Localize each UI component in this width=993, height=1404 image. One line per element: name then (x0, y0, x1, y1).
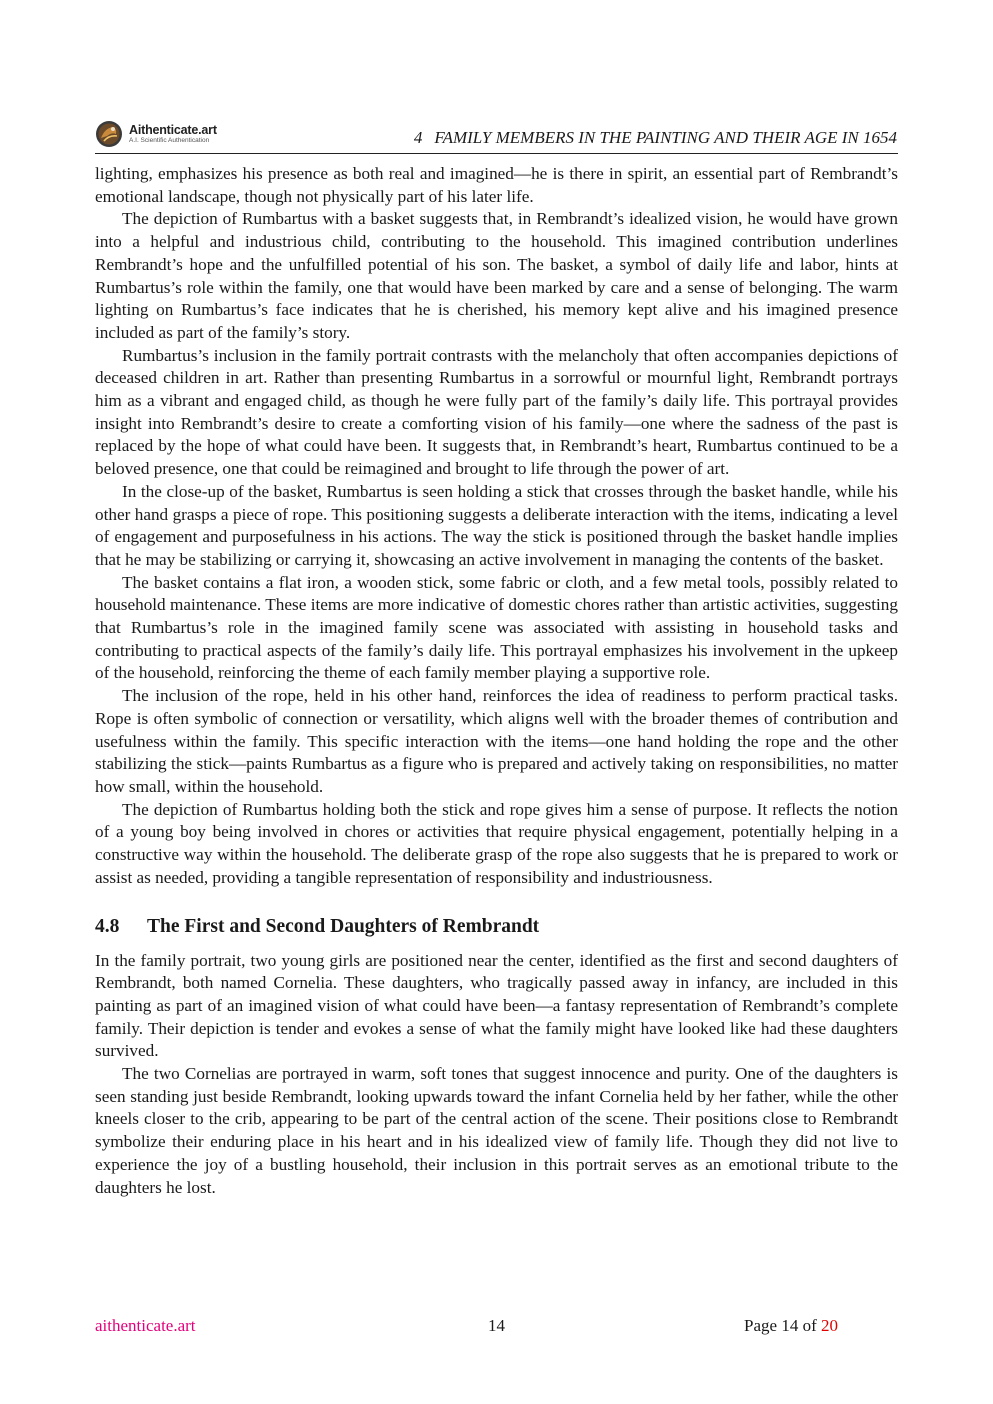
page-total-link[interactable]: 20 (821, 1316, 838, 1335)
chapter-title: FAMILY MEMBERS IN THE PAINTING AND THEIR AGE IN 1654 (434, 128, 897, 147)
running-header (414, 128, 897, 148)
paragraph: The basket contains a flat iron, a wooden stick, some fabric or cloth, and a few metal tools, possibly related to household maintenance. These items are more indicative of domestic chores rather than artistic activities, suggesting that Rumbartus’s role in the imagined family scene was associated with assisting in household tasks and contributing to practical aspects of the family’s daily life. This portrayal emphasizes his involvement in the upkeep of the household, reinforcing the theme of each family member playing a supportive role. (95, 572, 898, 683)
page-count-label: Page 14 of (744, 1316, 821, 1335)
footer-site-link[interactable]: aithenticate.art (95, 1316, 196, 1335)
section-number: 4.8 (95, 915, 120, 937)
chapter-number: 4 (413, 128, 423, 147)
paragraph: Rumbartus’s inclusion in the family portrait contrasts with the melancholy that often accompanies depictions of deceased children in art. Rather than presenting Rumbartus in a sorrowful or mournful light, Rembrandt portrays him as a vibrant and engaged child, as though he were fully part of the family’s daily life. This portrayal provides insight into Rembrandt’s desire to create a comforting vision of his family—one where the sadness of the past is replaced by the hope of what could have been. It suggests that, in Rembrandt’s heart, Rumbartus continued to be a beloved presence, one that could be reimagined and brought to life through the power of art. (95, 345, 898, 479)
main-text (95, 163, 898, 1199)
paragraph: The inclusion of the rope, held in his other hand, reinforces the idea of readiness to perform practical tasks. Rope is often symbolic of connection or versatility, which aligns well with the broader themes of contribution and usefulness within the family. This specific interaction with the items—one hand holding the rope and the other stabilizing the stick—paints Rumbartus as a figure who is prepared and actively taking on responsibilities, no matter how small, within the household. (95, 686, 898, 796)
logo-emblem-icon (95, 120, 123, 148)
page-footer (95, 1316, 898, 1338)
paragraph: The depiction of Rumbartus holding both the stick and rope gives him a sense of purpose. It reflects the notion of a young boy being involved in chores or activities that require physical engagement, potentially helping in a constructive way within the household. The deliberate grasp of the rope also suggests that he is prepared to work or assist as needed, providing a tangible representation of responsibility and industriousness. (95, 799, 898, 887)
logo (95, 119, 225, 149)
footer-page-count (744, 1316, 838, 1336)
logo-name: Aithenticate.art (129, 122, 217, 137)
logo-tagline: A.I. Scientific Authentication (129, 137, 210, 144)
paragraph: In the family portrait, two young girls are positioned near the center, identified as the first and second daughters of Rembrandt, both named Cornelia. These daughters, who tragically passed away in infancy, are included in this painting as part of an imagined vision of what could have been—a fantasy representation of Rembrandt’s complete family. Their depiction is tender and evokes a sense of what the family might have looked like had these daughters survived. (95, 950, 898, 1061)
footer-page-number: 14 (488, 1316, 505, 1335)
paragraph: The two Cornelias are portrayed in warm, soft tones that suggest innocence and purity. One of the daughters is seen standing just beside Rembrandt, looking upwards toward the infant Cornelia held by her father, while the other kneels closer to the crib, appearing to be part of the central action of the scene. Their positions close to Rembrandt symbolize their enduring place in his heart and in his idealized view of family life. Though they did not live to experience the joy of a bustling household, their inclusion in this portrait serves as an emotional tribute to the daughters he lost. (95, 1064, 898, 1197)
section-title: The First and Second Daughters of Rembrandt (147, 915, 540, 937)
paragraph: lighting, emphasizes his presence as both real and imagined—he is there in spirit, an essential part of Rembrandt’s emotional landscape, though not physically part of his later life. (95, 164, 898, 206)
section-heading (95, 914, 898, 940)
header-rule (95, 153, 898, 154)
paragraph: In the close-up of the basket, Rumbartus is seen holding a stick that crosses through the basket handle, while his other hand grasps a piece of rope. This positioning suggests a deliberate interaction with the items, indicating a level of engagement and purposefulness in his actions. The way the stick is positioned through the basket handle implies that he may be stabilizing or carrying it, showcasing an active involvement in managing the contents of the basket. (95, 481, 898, 569)
paragraph: The depiction of Rumbartus with a basket suggests that, in Rembrandt’s idealized vision, he would have grown into a helpful and industrious child, contributing to the household. This imagined contribution underlines Rembrandt’s hope and the unfulfilled potential of his son. The basket, a symbol of daily life and labor, hints at Rumbartus’s role within the family, one that would have been marked by care and a sense of belonging. The warm lighting on Rumbartus’s face indicates that he is cherished, his memory kept alive and his imagined presence included as part of the family’s story. (95, 209, 898, 342)
